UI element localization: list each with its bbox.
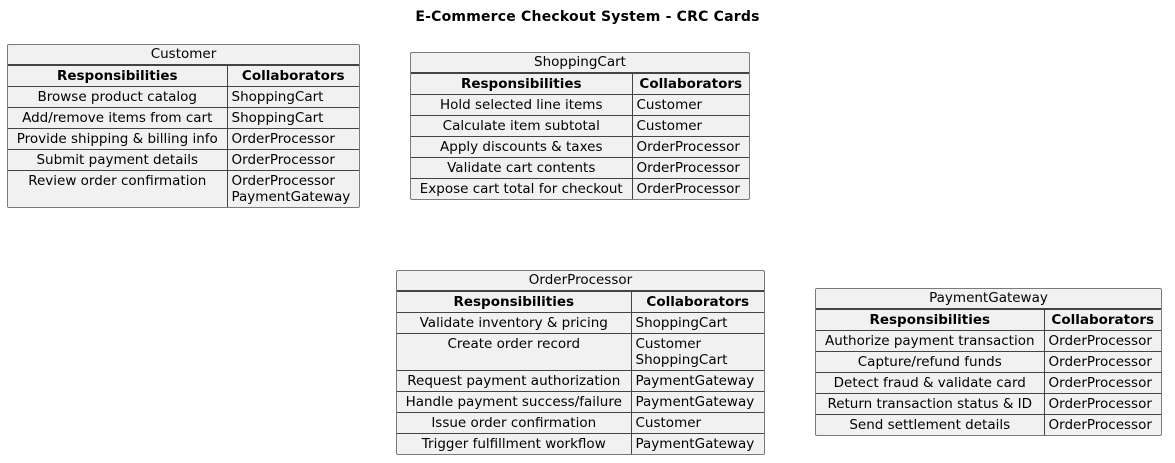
- table-row: [397, 392, 764, 413]
- responsibility-cell: Expose cart total for checkout: [411, 179, 632, 200]
- table-row: [816, 394, 1161, 415]
- collaborators-cell: [1044, 415, 1161, 436]
- table-header-row: [816, 310, 1161, 331]
- collaborators-header: Collaborators: [227, 66, 359, 87]
- collaborator-name: ShoppingCart: [635, 315, 728, 331]
- responsibility-cell: Provide shipping & billing info: [8, 129, 227, 150]
- collaborators-cell: [227, 87, 359, 108]
- table-row: [8, 129, 359, 150]
- responsibility-cell: Validate cart contents: [411, 158, 632, 179]
- table-row: [8, 150, 359, 171]
- responsibility-cell: Request payment authorization: [397, 371, 631, 392]
- crc-card-order-processor: [396, 270, 765, 455]
- collaborator-name: ShoppingCart: [635, 352, 728, 368]
- table-row: [816, 331, 1161, 352]
- collaborators-cell: [631, 392, 764, 413]
- collaborator-name: OrderProcessor: [1048, 354, 1152, 370]
- responsibility-cell: Handle payment success/failure: [397, 392, 631, 413]
- collaborator-name: OrderProcessor: [636, 139, 740, 155]
- collaborator-name: OrderProcessor: [636, 181, 740, 197]
- table-row: [411, 137, 749, 158]
- collaborator-name: OrderProcessor: [231, 152, 335, 168]
- table-row: [8, 87, 359, 108]
- table-row: [411, 116, 749, 137]
- responsibilities-header: Responsibilities: [816, 310, 1044, 331]
- responsibility-cell: Add/remove items from cart: [8, 108, 227, 129]
- collaborators-cell: [227, 129, 359, 150]
- responsibility-cell: Apply discounts & taxes: [411, 137, 632, 158]
- collaborators-cell: [227, 171, 359, 208]
- crc-table: [8, 65, 359, 207]
- collaborator-name: OrderProcessor: [1048, 333, 1152, 349]
- collaborator-name: OrderProcessor: [1048, 375, 1152, 391]
- responsibility-cell: Review order confirmation: [8, 171, 227, 208]
- collaborator-name: Customer: [636, 97, 703, 113]
- diagram-title: E-Commerce Checkout System - CRC Cards: [415, 9, 760, 25]
- collaborators-header: Collaborators: [1044, 310, 1161, 331]
- collaborators-cell: [1044, 373, 1161, 394]
- table-row: [397, 434, 764, 455]
- table-row: [411, 179, 749, 200]
- crc-table: [816, 309, 1161, 435]
- card-class-name: PaymentGateway: [816, 289, 1161, 309]
- responsibilities-header: Responsibilities: [411, 74, 632, 95]
- collaborators-cell: [631, 413, 764, 434]
- crc-card-shopping-cart: [410, 52, 750, 200]
- crc-table: [411, 73, 749, 199]
- collaborators-cell: [227, 150, 359, 171]
- responsibilities-header: Responsibilities: [8, 66, 227, 87]
- responsibility-cell: Send settlement details: [816, 415, 1044, 436]
- table-row: [411, 95, 749, 116]
- collaborator-name: Customer: [635, 336, 702, 352]
- collaborators-cell: [632, 116, 749, 137]
- collaborators-cell: [1044, 352, 1161, 373]
- responsibility-cell: Hold selected line items: [411, 95, 632, 116]
- collaborators-cell: [632, 179, 749, 200]
- responsibility-cell: Capture/refund funds: [816, 352, 1044, 373]
- responsibilities-header: Responsibilities: [397, 292, 631, 313]
- table-row: [411, 158, 749, 179]
- crc-card-customer: [7, 44, 360, 208]
- collaborator-name: OrderProcessor: [231, 131, 335, 147]
- table-row: [8, 171, 359, 208]
- table-header-row: [8, 66, 359, 87]
- responsibility-cell: Validate inventory & pricing: [397, 313, 631, 334]
- responsibility-cell: Issue order confirmation: [397, 413, 631, 434]
- card-class-name: ShoppingCart: [411, 53, 749, 73]
- table-row: [397, 313, 764, 334]
- responsibility-cell: Return transaction status & ID: [816, 394, 1044, 415]
- collaborator-name: OrderProcessor: [636, 160, 740, 176]
- collaborator-name: ShoppingCart: [231, 110, 324, 126]
- collaborator-name: Customer: [635, 415, 702, 431]
- responsibility-cell: Create order record: [397, 334, 631, 371]
- collaborator-name: Customer: [636, 118, 703, 134]
- responsibility-cell: Submit payment details: [8, 150, 227, 171]
- collaborator-name: OrderProcessor: [1048, 396, 1152, 412]
- table-row: [397, 334, 764, 371]
- responsibility-cell: Calculate item subtotal: [411, 116, 632, 137]
- collaborators-header: Collaborators: [631, 292, 764, 313]
- collaborators-cell: [631, 434, 764, 455]
- responsibility-cell: Browse product catalog: [8, 87, 227, 108]
- collaborator-name: OrderProcessor: [231, 173, 335, 189]
- collaborators-cell: [631, 334, 764, 371]
- collaborators-cell: [632, 95, 749, 116]
- card-class-name: Customer: [8, 45, 359, 65]
- collaborators-cell: [631, 371, 764, 392]
- table-header-row: [397, 292, 764, 313]
- table-row: [816, 373, 1161, 394]
- collaborator-name: PaymentGateway: [635, 373, 755, 389]
- collaborator-name: OrderProcessor: [1048, 417, 1152, 433]
- table-row: [8, 108, 359, 129]
- collaborators-cell: [227, 108, 359, 129]
- collaborator-name: PaymentGateway: [635, 394, 755, 410]
- table-row: [816, 415, 1161, 436]
- table-row: [397, 413, 764, 434]
- collaborators-cell: [632, 137, 749, 158]
- responsibility-cell: Authorize payment transaction: [816, 331, 1044, 352]
- table-header-row: [411, 74, 749, 95]
- card-class-name: OrderProcessor: [397, 271, 764, 291]
- collaborators-header: Collaborators: [632, 74, 749, 95]
- responsibility-cell: Detect fraud & validate card: [816, 373, 1044, 394]
- collaborators-cell: [632, 158, 749, 179]
- collaborator-name: PaymentGateway: [635, 436, 755, 452]
- collaborators-cell: [631, 313, 764, 334]
- collaborator-name: PaymentGateway: [231, 189, 351, 205]
- crc-table: [397, 291, 764, 454]
- responsibility-cell: Trigger fulfillment workflow: [397, 434, 631, 455]
- table-row: [816, 352, 1161, 373]
- crc-card-payment-gateway: [815, 288, 1162, 436]
- table-row: [397, 371, 764, 392]
- collaborator-name: ShoppingCart: [231, 89, 324, 105]
- collaborators-cell: [1044, 394, 1161, 415]
- collaborators-cell: [1044, 331, 1161, 352]
